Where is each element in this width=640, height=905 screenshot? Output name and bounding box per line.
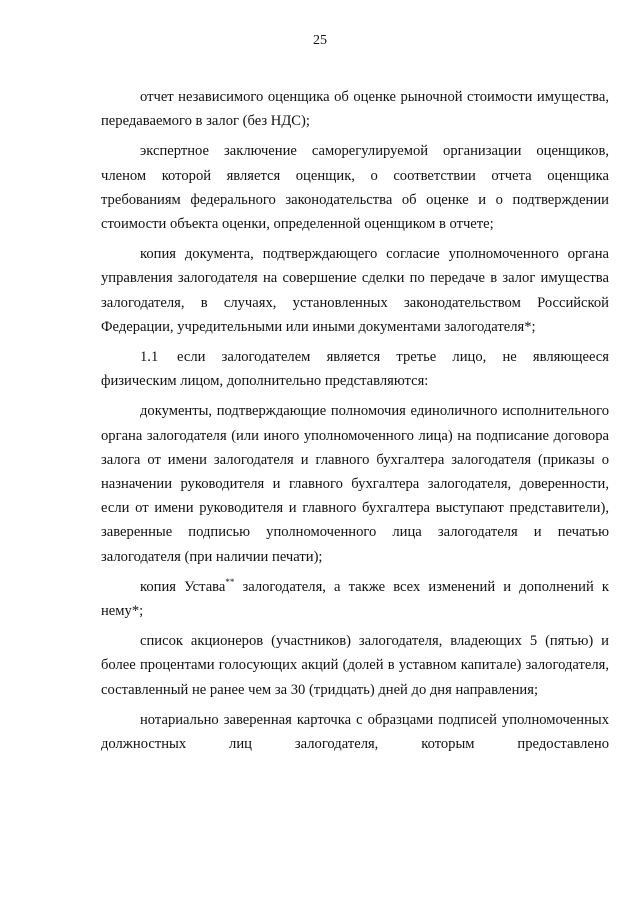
paragraph-expert-conclusion: экспертное заключение саморегулируемой организации оценщиков, членом которой является оценщик, о соответствии отчета оценщика требованиям федерального законодательства об оценке и о подтверждении стоимости объекта оценки, определенной оценщиком в отчете; <box>101 143 609 233</box>
paragraph-authority-documents: документы, подтверждающие полномочия единоличного исполнительного органа залогодателя (или иного уполномоченного лица) на подписание договора залога от имени залогодателя и главного бухгалтера залогодателя (приказы о назначении руководителя и главного бухгалтера залогодателя, доверенности, если от имени руководителя и главного бухгалтера выступают представители), заверенные подписью уполномоченного лица залогодателя и печатью залогодателя (при наличии печати); <box>101 403 609 565</box>
charter-copy-text-a: копия Устава <box>140 578 226 595</box>
item-number: 1.1 <box>140 349 159 366</box>
page-number: 25 <box>313 33 327 48</box>
paragraph-shareholder-list: список акционеров (участников) залогодателя, владеющих 5 (пятью) и более процентами голосующих акций (долей в уставном капитале) залогодателя, составленный не ранее чем за 30 (тридцать) дней до дня направления; <box>101 633 609 698</box>
paragraph-signature-card: нотариально заверенная карточка с образцами подписей уполномоченных должностных лиц залогодателя, которым предоставлено <box>101 711 609 753</box>
paragraph-consent-copy: копия документа, подтверждающего согласие уполномоченного органа управления залогодателя на совершение сделки по передаче в залог имущества залогодателя, в случаях, установленных законодательством Российской Федерации, учредительными или иными документами залогодателя*; <box>101 246 609 335</box>
footnote-marker: ** <box>225 576 235 587</box>
paragraph-charter-copy <box>101 575 609 623</box>
paragraph-third-party-text: если залогодателем является третье лицо, не являющееся физическим лицом, дополнительно представляются: <box>101 349 609 390</box>
charter-copy-text-b: залогодателя, а также всех изменений и дополнений к нему*; <box>101 578 609 620</box>
paragraph-appraiser-report: отчет независимого оценщика об оценке рыночной стоимости имущества, передаваемого в залог (без НДС); <box>101 89 609 130</box>
paragraph-third-party <box>101 345 609 393</box>
document-body <box>101 85 609 762</box>
